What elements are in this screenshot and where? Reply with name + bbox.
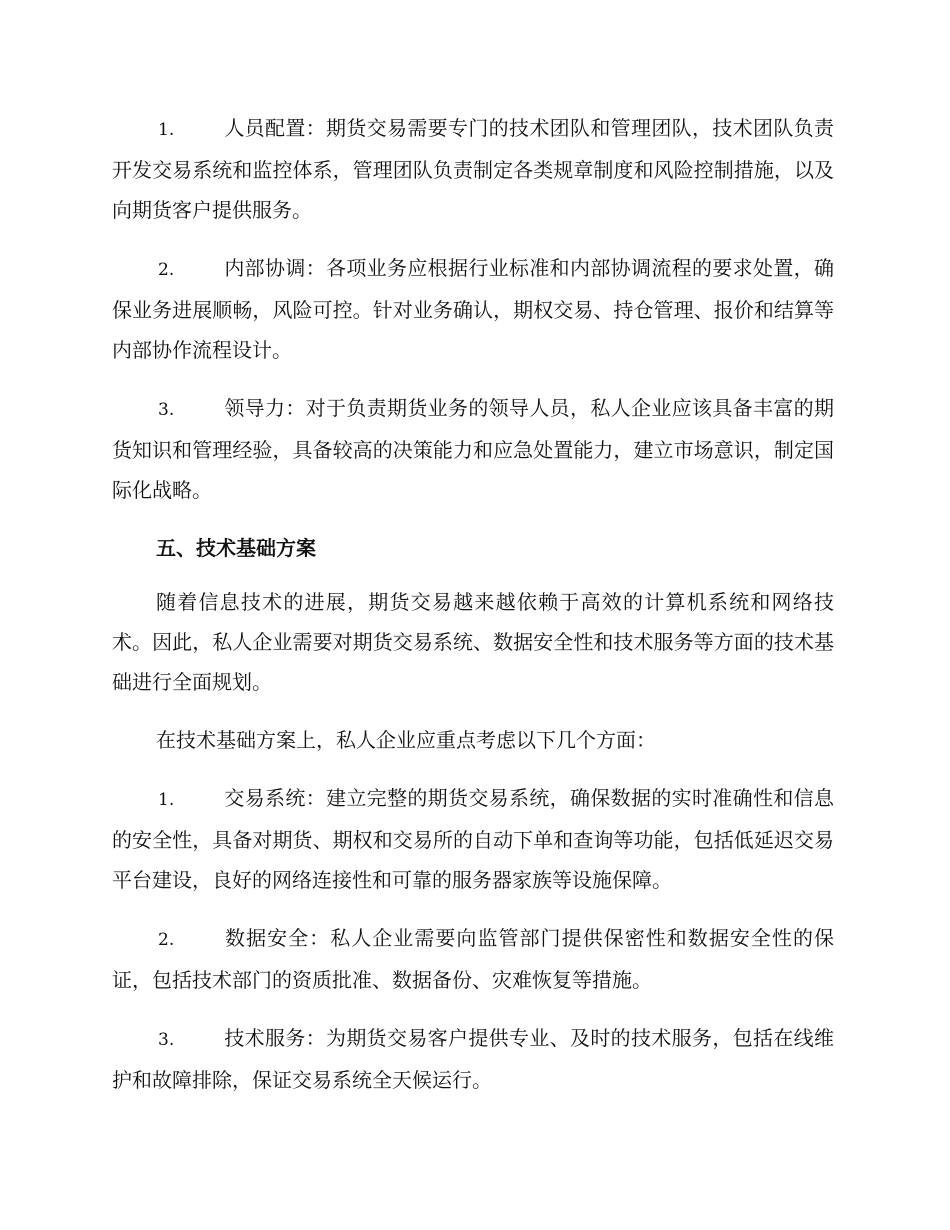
list-item-number: 3. <box>158 400 175 420</box>
list-item <box>112 388 834 510</box>
list-item-text: 内部协调：各项业务应根据行业标准和内部协调流程的要求处置，确保业务进展顺畅，风险可控。针对业务确认，期权交易、持仓管理、报价和结算等内部协作流程设计。 <box>112 256 834 362</box>
list-item <box>112 108 834 230</box>
list-item-text: 数据安全：私人企业需要向监管部门提供保密性和数据安全性的保证，包括技术部门的资质批准、数据备份、灾难恢复等措施。 <box>112 926 834 992</box>
list-item-number: 1. <box>158 120 175 140</box>
list-item <box>112 918 834 1000</box>
list-item <box>112 248 834 370</box>
list-item <box>112 778 834 900</box>
list-item-number: 2. <box>158 930 175 950</box>
list-item-text: 人员配置：期货交易需要专门的技术团队和管理团队，技术团队负责开发交易系统和监控体系，管理团队负责制定各类规章制度和风险控制措施，以及向期货客户提供服务。 <box>112 116 834 222</box>
section-heading: 五、技术基础方案 <box>156 536 316 560</box>
document-body <box>112 108 834 1118</box>
list-item-text: 技术服务：为期货交易客户提供专业、及时的技术服务，包括在线维护和故障排除，保证交易系统全天候运行。 <box>112 1026 834 1092</box>
list-item-text: 交易系统：建立完整的期货交易系统，确保数据的实时准确性和信息的安全性，具备对期货、期权和交易所的自动下单和查询等功能，包括低延迟交易平台建设，良好的网络连接性和可靠的服务器家族等设施保障。 <box>112 786 834 892</box>
list-item <box>112 1018 834 1100</box>
list-item-text: 领导力：对于负责期货业务的领导人员，私人企业应该具备丰富的期货知识和管理经验，具备较高的决策能力和应急处置能力，建立市场意识，制定国际化战略。 <box>112 396 834 502</box>
list-item-number: 3. <box>158 1030 175 1050</box>
list-item-number: 1. <box>158 790 175 810</box>
section-intro-paragraph: 随着信息技术的进展，期货交易越来越依赖于高效的计算机系统和网络技术。因此，私人企业需要对期货交易系统、数据安全性和技术服务等方面的技术基础进行全面规划。 <box>112 590 834 694</box>
section-lead-paragraph: 在技术基础方案上，私人企业应重点考虑以下几个方面： <box>156 728 656 752</box>
list-item-number: 2. <box>158 260 175 280</box>
